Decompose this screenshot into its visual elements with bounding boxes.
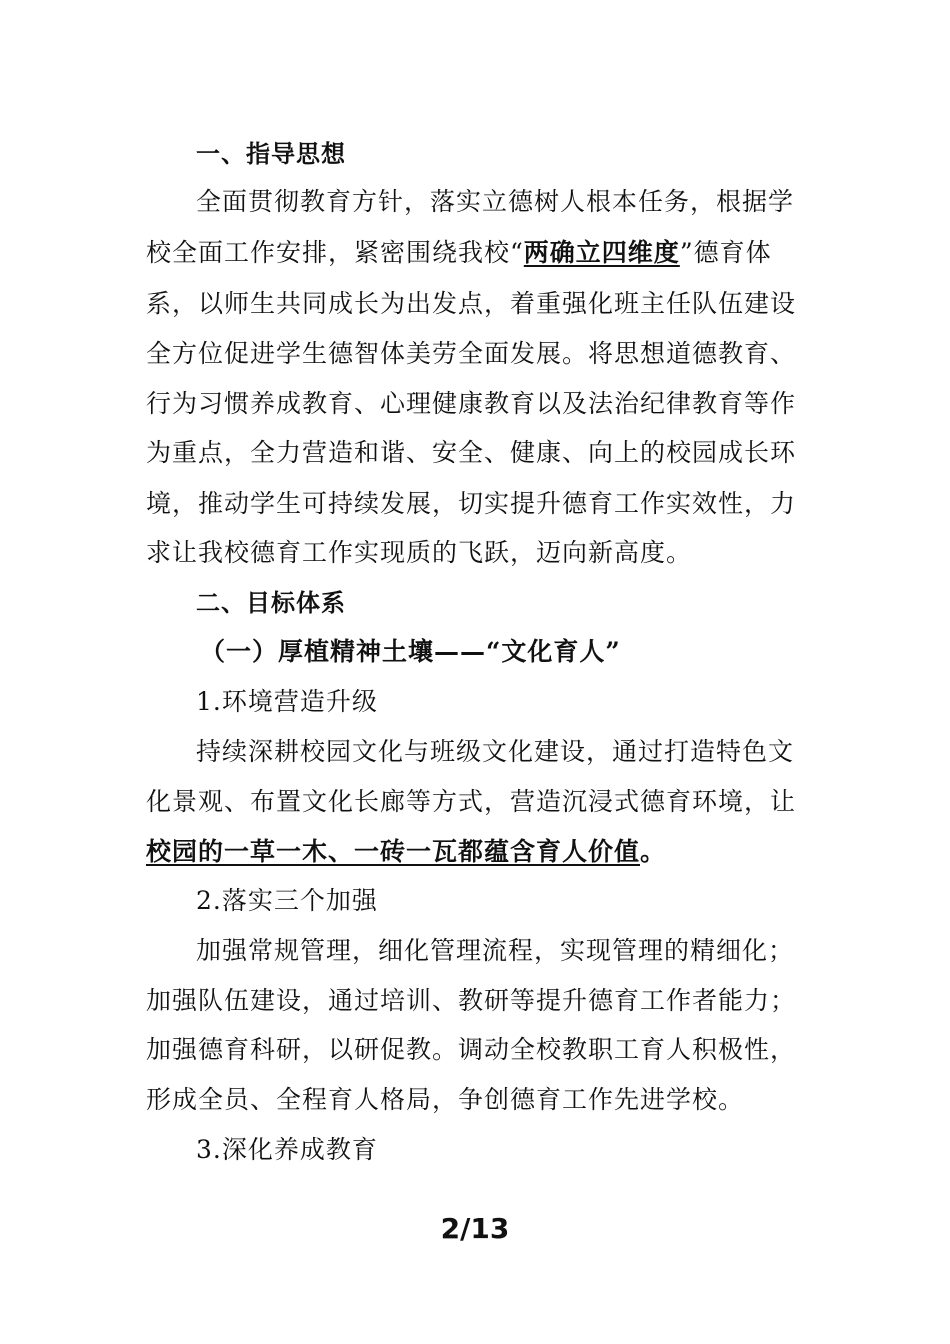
paragraph-line: 境，推动学生可持续发展，切实提升德育工作实效性，力 bbox=[146, 489, 797, 518]
paragraph-line: 行为习惯养成教育、心理健康教育以及法治纪律教育等作 bbox=[146, 389, 797, 418]
item-heading: 2.落实三个加强 bbox=[196, 886, 378, 915]
paragraph-line: 系，以师生共同成长为出发点，着重强化班主任队伍建设 bbox=[146, 289, 797, 318]
paragraph-text: ”德育体 bbox=[679, 238, 772, 267]
paragraph-line bbox=[146, 837, 806, 867]
paragraph-line: 加强德育科研，以研促教。调动全校教职工育人积极性， bbox=[146, 1035, 797, 1064]
underlined-term: 两确立四维度 bbox=[523, 238, 680, 267]
section-heading-goal-system: 二、目标体系 bbox=[196, 589, 346, 617]
paragraph-line: 持续深耕校园文化与班级文化建设，通过打造特色文 bbox=[196, 737, 795, 766]
paragraph-line: 加强常规管理，细化管理流程，实现管理的精细化； bbox=[196, 936, 795, 965]
paragraph-line: 全面贯彻教育方针，落实立德树人根本任务，根据学 bbox=[196, 187, 795, 216]
paragraph-text: 。 bbox=[640, 837, 667, 866]
paragraph-line bbox=[146, 238, 806, 268]
paragraph-line: 全方位促进学生德智体美劳全面发展。将思想道德教育、 bbox=[146, 339, 797, 368]
paragraph-line: 加强队伍建设，通过培训、教研等提升德育工作者能力； bbox=[146, 986, 797, 1015]
paragraph-line: 为重点，全力营造和谐、安全、健康、向上的校园成长环 bbox=[146, 438, 797, 467]
page-number: 2/13 bbox=[440, 1212, 510, 1245]
paragraph-line: 求让我校德育工作实现质的飞跃，迈向新高度。 bbox=[146, 538, 693, 567]
paragraph-line: 化景观、布置文化长廊等方式，营造沉浸式德育环境，让 bbox=[146, 787, 797, 816]
paragraph-text: 校全面工作安排，紧密围绕我校“ bbox=[146, 238, 524, 267]
subsection-heading: （一）厚植精神土壤——“文化育人” bbox=[200, 637, 621, 666]
underlined-phrase: 校园的一草一木、一砖一瓦都蕴含育人价值 bbox=[146, 837, 641, 866]
item-heading: 3.深化养成教育 bbox=[196, 1135, 378, 1164]
item-heading: 1.环境营造升级 bbox=[196, 687, 378, 716]
section-heading-guiding-ideology: 一、指导思想 bbox=[196, 140, 346, 168]
paragraph-line: 形成全员、全程育人格局，争创德育工作先进学校。 bbox=[146, 1085, 745, 1114]
